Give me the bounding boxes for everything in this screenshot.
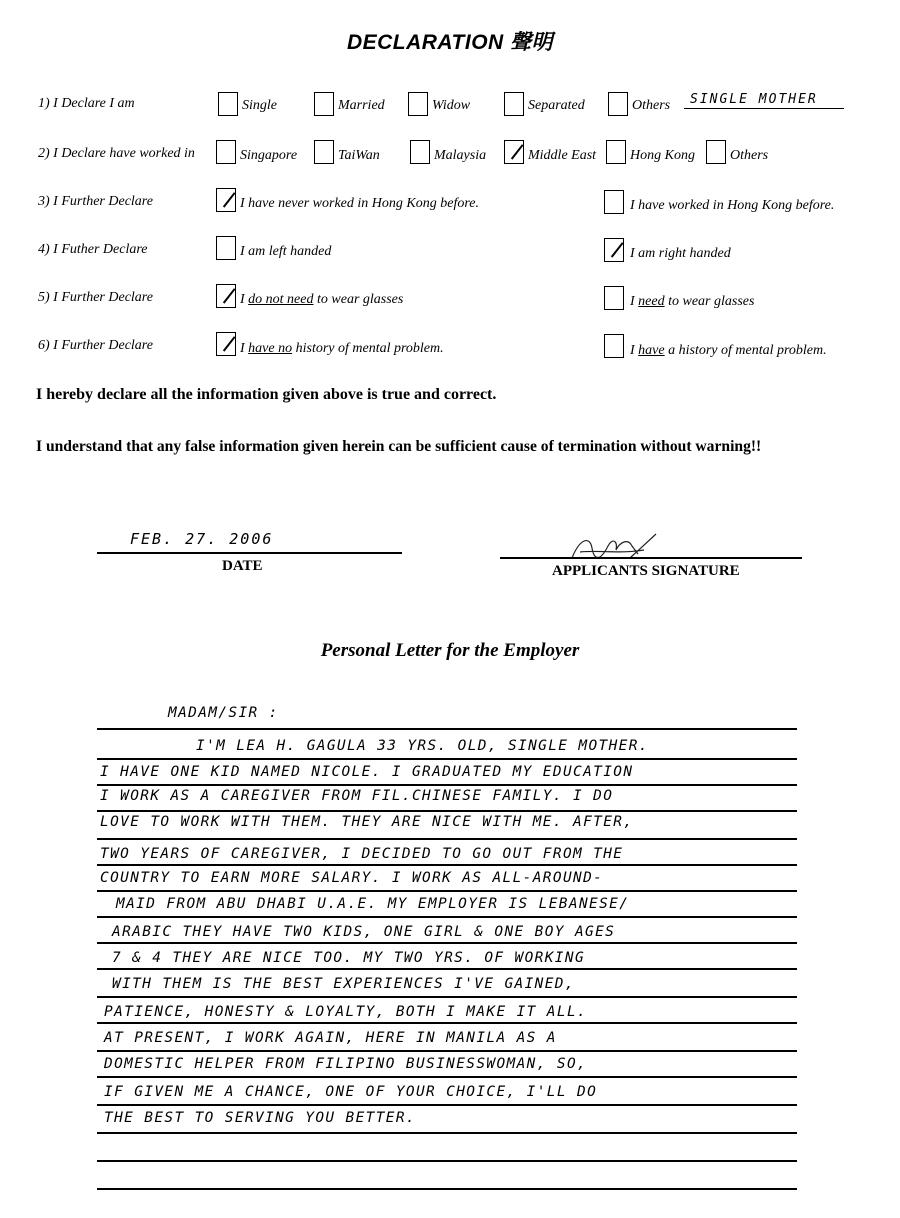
letter-rule: [97, 784, 797, 786]
letter-rule: [97, 968, 797, 970]
signature-scribble: [560, 528, 660, 568]
row-5-label: 5) I Further Declare: [38, 290, 153, 305]
row-4-label: 4) I Futher Declare: [38, 242, 148, 257]
option-right-handed: I am right handed: [630, 246, 731, 261]
page-title: DECLARATION 聲明: [346, 31, 554, 54]
checkbox-taiwan[interactable]: [314, 140, 334, 164]
row-1-label: 1) I Declare I am: [38, 96, 135, 111]
letter-line: I HAVE ONE KID NAMED NICOLE. I GRADUATED MY EDUCATION: [100, 764, 634, 780]
letter-line: LOVE TO WORK WITH THEM. THEY ARE NICE WITH ME. AFTER,: [100, 814, 634, 830]
checkbox-right-handed[interactable]: [604, 238, 624, 262]
letter-line: PATIENCE, HONESTY & LOYALTY, BOTH I MAKE IT ALL.: [104, 1004, 588, 1020]
option-need-glasses-pre: I: [630, 294, 635, 309]
letter-line: AT PRESENT, I WORK AGAIN, HERE IN MANILA AS A: [104, 1030, 557, 1046]
option-no-mental-history-underlined: have no: [248, 341, 293, 356]
option-separated: Separated: [528, 98, 585, 113]
option-mental-history-underlined: have: [638, 343, 665, 358]
declaration-false: I understand that any false information given herein can be sufficient cause of termination without warning!!: [36, 438, 762, 455]
checkbox-hong-kong[interactable]: [606, 140, 626, 164]
option-no-glasses-post: to wear glasses: [317, 292, 404, 307]
option-worked-hk: I have worked in Hong Kong before.: [630, 198, 835, 213]
letter-rule: [97, 810, 797, 812]
option-need-glasses-underlined: need: [638, 294, 665, 309]
letter-rule: [97, 996, 797, 998]
others-status-handwritten: SINGLE MOTHER: [690, 92, 818, 107]
letter-rule: [97, 916, 797, 918]
letter-line: ARABIC THEY HAVE TWO KIDS, ONE GIRL & ONE BOY AGES: [112, 924, 616, 940]
option-mental-history-post: a history of mental problem.: [668, 343, 827, 358]
option-singapore: Singapore: [240, 148, 298, 163]
option-hong-kong: Hong Kong: [630, 148, 695, 163]
option-no-mental-history-pre: I: [240, 341, 245, 356]
checkbox-widow[interactable]: [408, 92, 428, 116]
checkbox-middle-east[interactable]: [504, 140, 524, 164]
letter-title: Personal Letter for the Employer: [320, 640, 580, 661]
letter-rule: [97, 1188, 797, 1190]
option-middle-east: Middle East: [528, 148, 597, 163]
checkbox-others-country[interactable]: [706, 140, 726, 164]
letter-line: I WORK AS A CAREGIVER FROM FIL.CHINESE FAMILY. I DO: [100, 788, 614, 804]
checkbox-malaysia[interactable]: [410, 140, 430, 164]
checkbox-mental-history[interactable]: [604, 334, 624, 358]
option-single: Single: [242, 98, 277, 113]
option-malaysia: Malaysia: [434, 148, 487, 163]
option-others-status: Others: [632, 98, 671, 113]
letter-line: COUNTRY TO EARN MORE SALARY. I WORK AS ALL-AROUND-: [100, 870, 604, 886]
letter-rule: [97, 1022, 797, 1024]
date-handwritten: FEB. 27. 2006: [130, 530, 274, 548]
row-3-label: 3) I Further Declare: [38, 194, 153, 209]
letter-rule: [97, 890, 797, 892]
letter-line: I'M LEA H. GAGULA 33 YRS. OLD, SINGLE MOTHER.: [196, 738, 649, 754]
option-taiwan: TaiWan: [338, 148, 380, 163]
checkbox-left-handed[interactable]: [216, 236, 236, 260]
others-status-underline: [684, 108, 844, 109]
letter-line: MAID FROM ABU DHABI U.A.E. MY EMPLOYER IS LEBANESE/: [116, 896, 630, 912]
row-2-label: 2) I Declare have worked in: [38, 146, 195, 161]
letter-line: WITH THEM IS THE BEST EXPERIENCES I'VE GAINED,: [112, 976, 575, 992]
checkbox-no-mental-history[interactable]: [216, 332, 236, 356]
option-no-mental-history-post: history of mental problem.: [295, 341, 444, 356]
option-never-worked-hk: I have never worked in Hong Kong before.: [240, 196, 479, 211]
option-left-handed: I am left handed: [240, 244, 332, 259]
checkbox-others-status[interactable]: [608, 92, 628, 116]
letter-line: IF GIVEN ME A CHANCE, ONE OF YOUR CHOICE, I'LL DO: [104, 1084, 598, 1100]
option-need-glasses: [630, 294, 754, 310]
checkbox-married[interactable]: [314, 92, 334, 116]
letter-rule: [97, 728, 797, 730]
letter-rule: [97, 1132, 797, 1134]
checkbox-worked-hk[interactable]: [604, 190, 624, 214]
checkbox-need-glasses[interactable]: [604, 286, 624, 310]
letter-rule: [97, 1050, 797, 1052]
letter-rule: [97, 838, 797, 840]
checkbox-separated[interactable]: [504, 92, 524, 116]
option-others-country: Others: [730, 148, 769, 163]
letter-line: TWO YEARS OF CAREGIVER, I DECIDED TO GO OUT FROM THE: [100, 846, 624, 862]
letter-rule: [97, 864, 797, 866]
row-6-label: 6) I Further Declare: [38, 338, 153, 353]
signature-label: APPLICANTS SIGNATURE: [552, 563, 740, 579]
letter-line: DOMESTIC HELPER FROM FILIPINO BUSINESSWOMAN, SO,: [104, 1056, 588, 1072]
signature-line: [500, 557, 802, 559]
option-no-glasses-underlined: do not need: [248, 292, 314, 307]
checkbox-single[interactable]: [218, 92, 238, 116]
declaration-true: I hereby declare all the information given above is true and correct.: [36, 386, 497, 403]
option-mental-history-pre: I: [630, 343, 635, 358]
checkbox-singapore[interactable]: [216, 140, 236, 164]
option-widow: Widow: [432, 98, 471, 113]
option-married: Married: [338, 98, 385, 113]
letter-line: THE BEST TO SERVING YOU BETTER.: [104, 1110, 416, 1126]
letter-rule: [97, 1076, 797, 1078]
option-mental-history: [630, 343, 827, 359]
checkbox-never-worked-hk[interactable]: [216, 188, 236, 212]
option-no-mental-history: [240, 341, 444, 357]
option-no-glasses-pre: I: [240, 292, 245, 307]
date-label: DATE: [222, 558, 263, 574]
letter-rule: [97, 942, 797, 944]
option-no-glasses: [240, 292, 403, 308]
letter-salutation: MADAM/SIR :: [168, 705, 279, 721]
letter-rule: [97, 758, 797, 760]
checkbox-no-glasses[interactable]: [216, 284, 236, 308]
letter-line: 7 & 4 THEY ARE NICE TOO. MY TWO YRS. OF WORKING: [112, 950, 586, 966]
date-line: [97, 552, 402, 554]
letter-rule: [97, 1160, 797, 1162]
letter-rule: [97, 1104, 797, 1106]
option-need-glasses-post: to wear glasses: [668, 294, 755, 309]
